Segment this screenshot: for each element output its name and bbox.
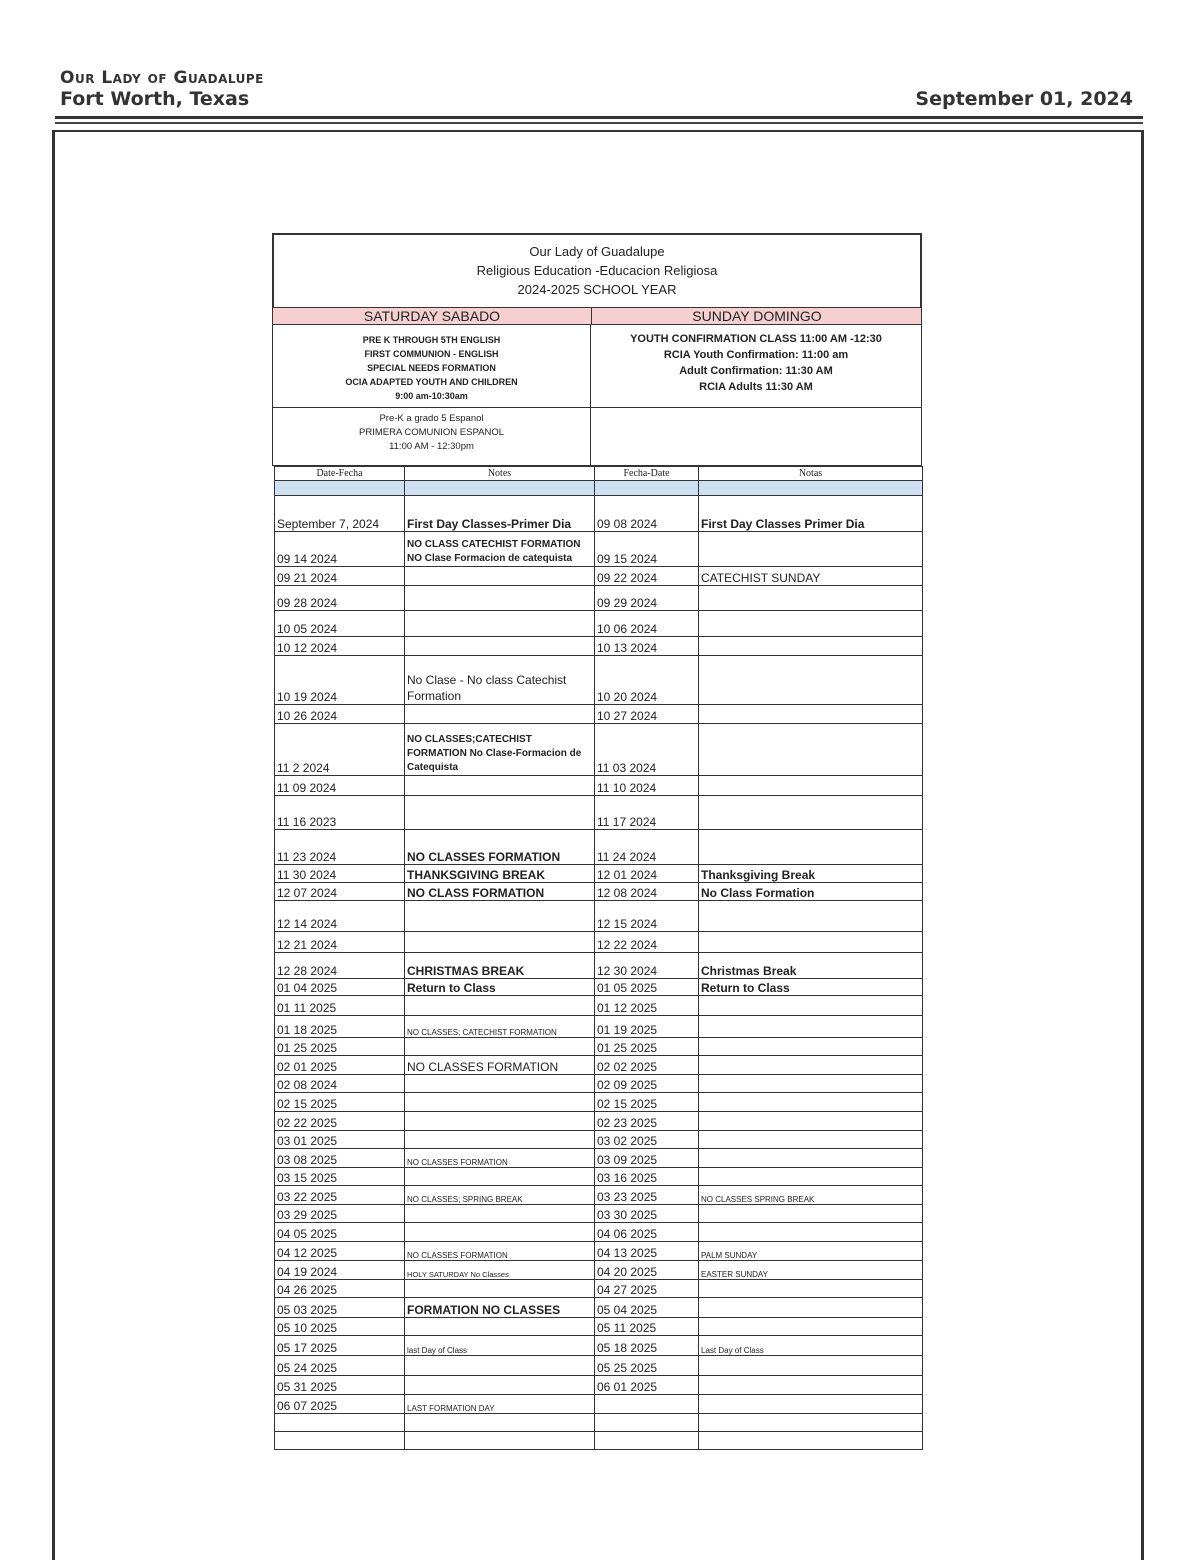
sun-date-cell: 05 18 2025 [595, 1336, 699, 1356]
sun-note-cell [699, 1056, 923, 1075]
sun-note-cell [699, 1414, 923, 1432]
sun-note-cell [699, 1356, 923, 1376]
sat-date-cell: 09 14 2024 [275, 532, 405, 567]
sun-date-cell: 12 15 2024 [595, 901, 699, 932]
sat-note-cell: First Day Classes-Primer Dia [405, 496, 595, 532]
table-row [275, 901, 923, 932]
sat-note-cell: FORMATION NO CLASSES [405, 1298, 595, 1318]
sun-date-cell: 11 03 2024 [595, 724, 699, 776]
sat-note-cell [405, 1280, 595, 1298]
sat-date-cell: 03 29 2025 [275, 1205, 405, 1223]
sat-note-cell [405, 1414, 595, 1432]
sat-date-cell: 12 21 2024 [275, 932, 405, 953]
table-row [275, 830, 923, 865]
sun-note-cell [699, 996, 923, 1016]
table-header-row [275, 467, 923, 481]
sun-date-cell: 04 13 2025 [595, 1242, 699, 1261]
sun-note-cell: PALM SUNDAY [699, 1242, 923, 1261]
sat-date-cell: 03 15 2025 [275, 1168, 405, 1186]
schedule-title-line: Religious Education -Educacion Religiosa [476, 263, 718, 278]
sat-date-cell: 01 18 2025 [275, 1016, 405, 1038]
header-rule-thin [55, 122, 1143, 124]
table-row [275, 1223, 923, 1242]
sat-note-cell [405, 1168, 595, 1186]
col-header: Notas [699, 467, 923, 481]
sat-date-cell: 09 28 2024 [275, 586, 405, 611]
schedule-rows [275, 496, 923, 1450]
sun-date-cell: 09 08 2024 [595, 496, 699, 532]
saturday-spanish-info [273, 408, 591, 465]
table-row [275, 1395, 923, 1414]
table-row [275, 932, 923, 953]
sat-date-cell: 02 22 2025 [275, 1112, 405, 1131]
sun-note-cell [699, 1223, 923, 1242]
blue-band-row [275, 481, 923, 496]
sat-date-cell: 11 30 2024 [275, 865, 405, 883]
sat-note-cell: NO CLASSES; SPRING BREAK [405, 1186, 595, 1205]
col-header: Fecha-Date [595, 467, 699, 481]
sun-note-cell: EASTER SUNDAY [699, 1261, 923, 1280]
table-row [275, 1318, 923, 1336]
table-row [275, 1356, 923, 1376]
sun-note-cell: Thanksgiving Break [699, 865, 923, 883]
sat-date-cell: 01 04 2025 [275, 979, 405, 996]
sun-note-cell [699, 637, 923, 656]
table-row [275, 776, 923, 796]
table-row [275, 1336, 923, 1356]
sun-date-cell [595, 1414, 699, 1432]
sun-note-cell: First Day Classes Primer Dia [699, 496, 923, 532]
program-info-row [272, 325, 922, 408]
header-rule [55, 116, 1143, 119]
sun-note-cell [699, 611, 923, 637]
table-row [275, 1205, 923, 1223]
sat-date-cell: 05 10 2025 [275, 1318, 405, 1336]
sat-date-cell: 10 05 2024 [275, 611, 405, 637]
table-row [275, 496, 923, 532]
sunday-info [591, 325, 921, 407]
sun-note-cell [699, 776, 923, 796]
sun-note-cell [699, 1395, 923, 1414]
table-row [275, 996, 923, 1016]
sun-date-cell: 01 05 2025 [595, 979, 699, 996]
sun-date-cell: 12 08 2024 [595, 883, 699, 901]
sat-note-cell: LAST FORMATION DAY [405, 1395, 595, 1414]
table-row [275, 586, 923, 611]
table-row [275, 724, 923, 776]
sun-date-cell: 03 23 2025 [595, 1186, 699, 1205]
info-line: PRE K THROUGH 5TH ENGLISH [362, 335, 501, 345]
sun-date-cell: 04 06 2025 [595, 1223, 699, 1242]
sat-note-cell [405, 1112, 595, 1131]
sun-date-cell: 03 09 2025 [595, 1149, 699, 1168]
info-line: SPECIAL NEEDS FORMATION [367, 363, 496, 373]
table-row [275, 1112, 923, 1131]
sun-date-cell [595, 1432, 699, 1450]
sun-date-cell: 01 25 2025 [595, 1038, 699, 1056]
info-line: 11:00 AM - 12:30pm [389, 441, 474, 452]
sun-note-cell: Christmas Break [699, 953, 923, 979]
sun-date-cell: 05 25 2025 [595, 1356, 699, 1376]
table-row [275, 1075, 923, 1093]
table-row [275, 1131, 923, 1149]
sat-note-cell [405, 1432, 595, 1450]
sat-note-cell [405, 637, 595, 656]
table-row [275, 656, 923, 705]
sat-note-cell [405, 1205, 595, 1223]
sat-note-cell [405, 611, 595, 637]
sun-note-cell: Last Day of Class [699, 1336, 923, 1356]
sun-note-cell [699, 932, 923, 953]
schedule-title-line: 2024-2025 SCHOOL YEAR [517, 282, 677, 297]
sat-date-cell [275, 1414, 405, 1432]
schedule-title-line: Our Lady of Guadalupe [529, 244, 665, 259]
spanish-info-row [272, 408, 922, 466]
sat-note-cell [405, 586, 595, 611]
table-row [275, 1414, 923, 1432]
sat-date-cell: 01 25 2025 [275, 1038, 405, 1056]
sat-note-cell [405, 776, 595, 796]
sun-note-cell [699, 1131, 923, 1149]
table-row [275, 865, 923, 883]
sat-date-cell: 09 21 2024 [275, 567, 405, 586]
sat-date-cell: 12 14 2024 [275, 901, 405, 932]
table-row [275, 1038, 923, 1056]
sun-note-cell [699, 1149, 923, 1168]
sun-date-cell: 03 30 2025 [595, 1205, 699, 1223]
sat-note-cell: NO CLASS FORMATION [405, 883, 595, 901]
sun-date-cell: 01 12 2025 [595, 996, 699, 1016]
table-row [275, 1016, 923, 1038]
sun-date-cell: 03 16 2025 [595, 1168, 699, 1186]
sun-date-cell: 01 19 2025 [595, 1016, 699, 1038]
sun-date-cell: 12 30 2024 [595, 953, 699, 979]
table-row [275, 532, 923, 567]
sun-note-cell [699, 901, 923, 932]
sat-note-cell: NO CLASSES FORMATION [405, 1149, 595, 1168]
sat-note-cell [405, 1038, 595, 1056]
sun-note-cell [699, 1280, 923, 1298]
sat-date-cell: 11 23 2024 [275, 830, 405, 865]
table-row [275, 1149, 923, 1168]
sat-date-cell: 04 26 2025 [275, 1280, 405, 1298]
col-header: Date-Fecha [275, 467, 405, 481]
sat-date-cell: 05 17 2025 [275, 1336, 405, 1356]
col-header: Notes [405, 467, 595, 481]
sat-note-cell [405, 996, 595, 1016]
sat-date-cell: 01 11 2025 [275, 996, 405, 1016]
sun-date-cell: 03 02 2025 [595, 1131, 699, 1149]
sat-note-cell: last Day of Class [405, 1336, 595, 1356]
table-row [275, 1376, 923, 1395]
parish-city: Fort Worth, Texas [60, 88, 250, 110]
sat-note-cell [405, 1318, 595, 1336]
sat-note-cell [405, 932, 595, 953]
sat-date-cell: 04 19 2024 [275, 1261, 405, 1280]
sun-date-cell: 04 20 2025 [595, 1261, 699, 1280]
sat-note-cell: NO CLASS CATECHIST FORMATION NO Clase Formacion de catequista [405, 532, 595, 567]
sat-date-cell: 11 09 2024 [275, 776, 405, 796]
sun-note-cell [699, 1038, 923, 1056]
sun-date-cell: 10 27 2024 [595, 705, 699, 724]
sun-date-cell: 09 22 2024 [595, 567, 699, 586]
sun-date-cell: 12 22 2024 [595, 932, 699, 953]
sat-date-cell: 05 24 2025 [275, 1356, 405, 1376]
sun-date-cell: 06 01 2025 [595, 1376, 699, 1395]
sunday-spanish-info-empty [591, 408, 921, 465]
info-line: YOUTH CONFIRMATION CLASS 11:00 AM -12:30 [630, 333, 882, 345]
table-row [275, 1280, 923, 1298]
saturday-label: SATURDAY SABADO [273, 308, 592, 324]
sun-note-cell [699, 830, 923, 865]
sat-date-cell: 02 08 2024 [275, 1075, 405, 1093]
sat-note-cell [405, 567, 595, 586]
sat-note-cell [405, 1131, 595, 1149]
sat-date-cell [275, 1432, 405, 1450]
sat-note-cell: No Clase - No class Catechist Formation [405, 656, 595, 705]
sun-note-cell: NO CLASSES SPRING BREAK [699, 1186, 923, 1205]
sat-note-cell: CHRISTMAS BREAK [405, 953, 595, 979]
sun-date-cell: 09 15 2024 [595, 532, 699, 567]
schedule-card [272, 233, 922, 1450]
sat-note-cell: NO CLASSES FORMATION [405, 1242, 595, 1261]
sun-date-cell: 04 27 2025 [595, 1280, 699, 1298]
sat-date-cell: 12 07 2024 [275, 883, 405, 901]
sun-note-cell [699, 586, 923, 611]
sat-date-cell: 10 19 2024 [275, 656, 405, 705]
info-line: OCIA ADAPTED YOUTH AND CHILDREN [345, 377, 518, 387]
sat-date-cell: 04 05 2025 [275, 1223, 405, 1242]
sat-note-cell: NO CLASSES FORMATION [405, 830, 595, 865]
schedule-title [272, 233, 922, 308]
table-row [275, 796, 923, 830]
table-row [275, 1168, 923, 1186]
sun-note-cell [699, 1432, 923, 1450]
table-row [275, 1093, 923, 1112]
sat-note-cell [405, 901, 595, 932]
info-line: Pre-K a grado 5 Espanol [379, 413, 484, 424]
saturday-english-info [273, 325, 591, 407]
sun-note-cell [699, 724, 923, 776]
sat-note-cell [405, 796, 595, 830]
info-line: RCIA Adults 11:30 AM [699, 381, 813, 393]
sun-date-cell: 11 17 2024 [595, 796, 699, 830]
sat-note-cell: THANKSGIVING BREAK [405, 865, 595, 883]
parish-name: Our Lady of Guadalupe [60, 68, 264, 88]
sun-date-cell: 09 29 2024 [595, 586, 699, 611]
bulletin-date: September 01, 2024 [915, 88, 1133, 110]
table-row [275, 611, 923, 637]
sat-note-cell: NO CLASSES;CATECHIST FORMATION No Clase-Formacion de Catequista [405, 724, 595, 776]
table-row [275, 1056, 923, 1075]
sat-note-cell: Return to Class [405, 979, 595, 996]
sat-note-cell: NO CLASSES FORMATION [405, 1056, 595, 1075]
sat-date-cell: 03 22 2025 [275, 1186, 405, 1205]
table-row [275, 1242, 923, 1261]
sat-date-cell: 02 01 2025 [275, 1056, 405, 1075]
sun-date-cell: 10 20 2024 [595, 656, 699, 705]
sun-date-cell: 11 24 2024 [595, 830, 699, 865]
table-row [275, 637, 923, 656]
table-row [275, 979, 923, 996]
sat-note-cell: NO CLASSES; CATECHIST FORMATION [405, 1016, 595, 1038]
sun-note-cell [699, 705, 923, 724]
sat-date-cell: 10 26 2024 [275, 705, 405, 724]
sun-date-cell [595, 1395, 699, 1414]
sun-date-cell: 02 02 2025 [595, 1056, 699, 1075]
table-row [275, 953, 923, 979]
sat-note-cell [405, 1093, 595, 1112]
sun-note-cell [699, 796, 923, 830]
info-line: 9:00 am-10:30am [395, 391, 468, 401]
table-row [275, 705, 923, 724]
sat-note-cell [405, 1223, 595, 1242]
sun-date-cell: 11 10 2024 [595, 776, 699, 796]
sun-note-cell [699, 1205, 923, 1223]
sat-date-cell: 12 28 2024 [275, 953, 405, 979]
sat-note-cell [405, 705, 595, 724]
info-line: RCIA Youth Confirmation: 11:00 am [663, 349, 849, 361]
sat-date-cell: September 7, 2024 [275, 496, 405, 532]
sat-date-cell: 03 08 2025 [275, 1149, 405, 1168]
sat-note-cell: HOLY SATURDAY No Classes [405, 1261, 595, 1280]
schedule-table [274, 466, 923, 1450]
table-row [275, 1261, 923, 1280]
sun-date-cell: 10 13 2024 [595, 637, 699, 656]
sat-date-cell: 05 03 2025 [275, 1298, 405, 1318]
sun-date-cell: 02 15 2025 [595, 1093, 699, 1112]
sun-note-cell [699, 1298, 923, 1318]
sat-note-cell [405, 1376, 595, 1395]
sat-date-cell: 02 15 2025 [275, 1093, 405, 1112]
info-line: FIRST COMMUNION - ENGLISH [364, 349, 499, 359]
info-line: Adult Confirmation: 11:30 AM [679, 365, 833, 377]
sun-note-cell [699, 656, 923, 705]
sunday-label: SUNDAY DOMINGO [692, 308, 822, 324]
sun-note-cell [699, 532, 923, 567]
sun-note-cell [699, 1093, 923, 1112]
sun-note-cell [699, 1075, 923, 1093]
sun-note-cell: CATECHIST SUNDAY [699, 567, 923, 586]
sun-note-cell [699, 1112, 923, 1131]
sat-date-cell: 04 12 2025 [275, 1242, 405, 1261]
day-header-row [272, 308, 922, 325]
sun-note-cell: Return to Class [699, 979, 923, 996]
sun-date-cell: 05 11 2025 [595, 1318, 699, 1336]
sun-date-cell: 05 04 2025 [595, 1298, 699, 1318]
sun-note-cell [699, 1376, 923, 1395]
info-line: PRIMERA COMUNION ESPANOL [359, 427, 504, 438]
sun-note-cell [699, 1168, 923, 1186]
sun-note-cell [699, 1318, 923, 1336]
sat-date-cell: 06 07 2025 [275, 1395, 405, 1414]
sat-date-cell: 10 12 2024 [275, 637, 405, 656]
sat-date-cell: 05 31 2025 [275, 1376, 405, 1395]
table-row [275, 883, 923, 901]
sat-note-cell [405, 1075, 595, 1093]
sat-date-cell: 11 2 2024 [275, 724, 405, 776]
table-row [275, 1298, 923, 1318]
sun-date-cell: 12 01 2024 [595, 865, 699, 883]
sun-note-cell: No Class Formation [699, 883, 923, 901]
table-row [275, 567, 923, 586]
sun-note-cell [699, 1016, 923, 1038]
sat-date-cell: 03 01 2025 [275, 1131, 405, 1149]
sat-date-cell: 11 16 2023 [275, 796, 405, 830]
sun-date-cell: 02 09 2025 [595, 1075, 699, 1093]
sun-date-cell: 02 23 2025 [595, 1112, 699, 1131]
table-row [275, 1186, 923, 1205]
sat-note-cell [405, 1356, 595, 1376]
table-row [275, 1432, 923, 1450]
sun-date-cell: 10 06 2024 [595, 611, 699, 637]
